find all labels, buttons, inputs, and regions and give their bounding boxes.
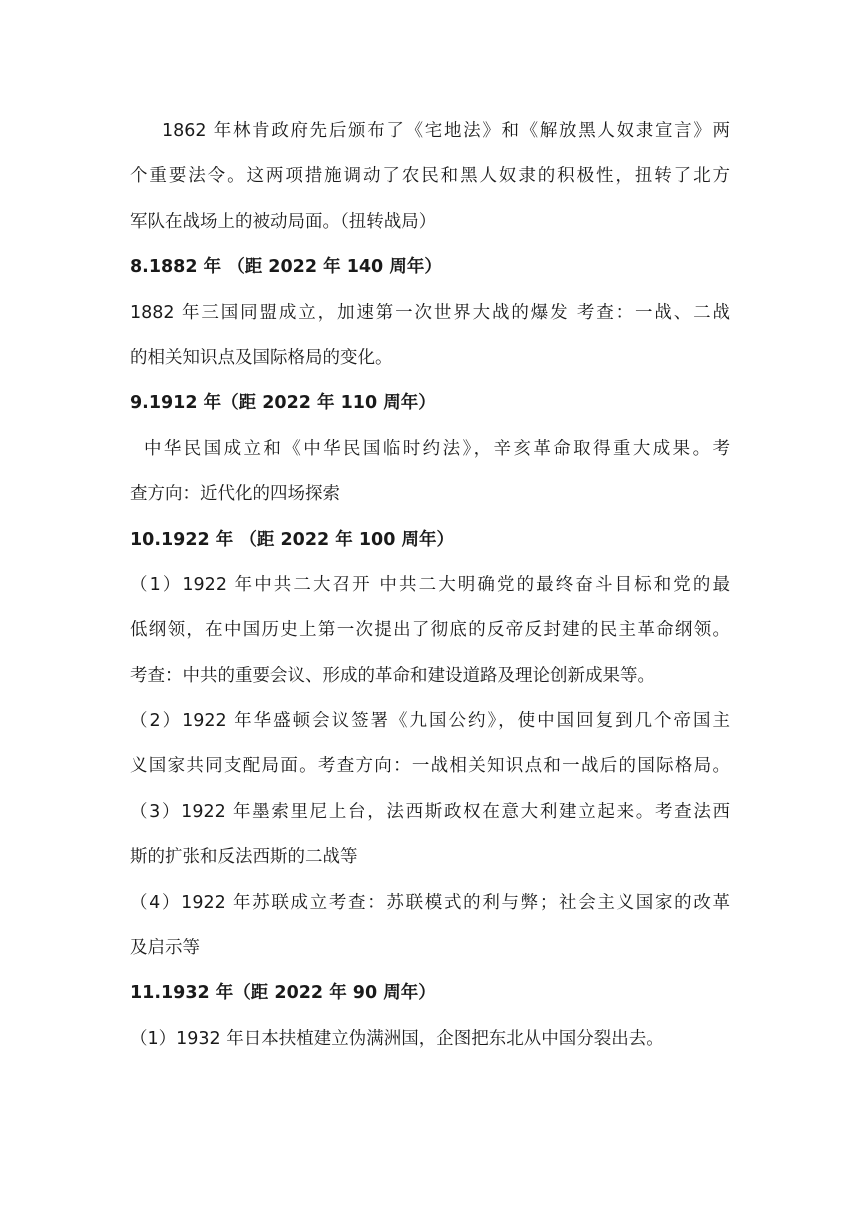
text-line: 义国家共同支配局面。考查方向：一战相关知识点和一战后的国际格局。 bbox=[130, 756, 730, 777]
text-line: 及启示等 bbox=[130, 938, 200, 959]
text-line: （3）1922 年墨索里尼上台，法西斯政权在意大利建立起来。考查法西 bbox=[130, 801, 730, 822]
document-page bbox=[130, 109, 730, 1062]
text-line: （1）1932 年日本扶植建立伪满洲国，企图把东北从中国分裂出去。 bbox=[130, 1028, 664, 1049]
text-line: 1882 年三国同盟成立，加速第一次世界大战的爆发 考查：一战、二战 bbox=[130, 302, 730, 323]
text-line: 1862 年林肯政府先后颁布了《宅地法》和《解放黑人奴隶宣言》两 bbox=[162, 121, 730, 141]
section-heading: 10.1922 年 （距 2022 年 100 周年） bbox=[130, 529, 454, 550]
section-heading: 11.1932 年（距 2022 年 90 周年） bbox=[130, 983, 436, 1004]
text-line: 中华民国成立和《中华民国临时约法》，辛亥革命取得重大成果。考 bbox=[144, 438, 730, 459]
text-line: 的相关知识点及国际格局的变化。 bbox=[130, 347, 393, 368]
text-line: 个重要法令。这两项措施调动了农民和黑人奴隶的积极性，扭转了北方 bbox=[130, 166, 730, 187]
text-line: （4）1922 年苏联成立考查：苏联模式的利与弊；社会主义国家的改革 bbox=[130, 892, 730, 913]
text-line: 查方向：近代化的四场探索 bbox=[130, 484, 340, 505]
section-heading: 9.1912 年（距 2022 年 110 周年） bbox=[130, 393, 436, 414]
text-line: 军队在战场上的被动局面。（扭转战局） bbox=[130, 211, 437, 232]
text-line: 考查：中共的重要会议、形成的革命和建设道路及理论创新成果等。 bbox=[130, 665, 655, 686]
text-line: 斯的扩张和反法西斯的二战等 bbox=[130, 847, 358, 868]
text-line: （2）1922 年华盛顿会议签署《九国公约》，使中国回复到几个帝国主 bbox=[130, 711, 730, 732]
text-line: （1）1922 年中共二大召开 中共二大明确党的最终奋斗目标和党的最 bbox=[130, 574, 730, 595]
section-heading: 8.1882 年 （距 2022 年 140 周年） bbox=[130, 257, 442, 278]
text-line: 低纲领，在中国历史上第一次提出了彻底的反帝反封建的民主革命纲领。 bbox=[130, 620, 730, 641]
